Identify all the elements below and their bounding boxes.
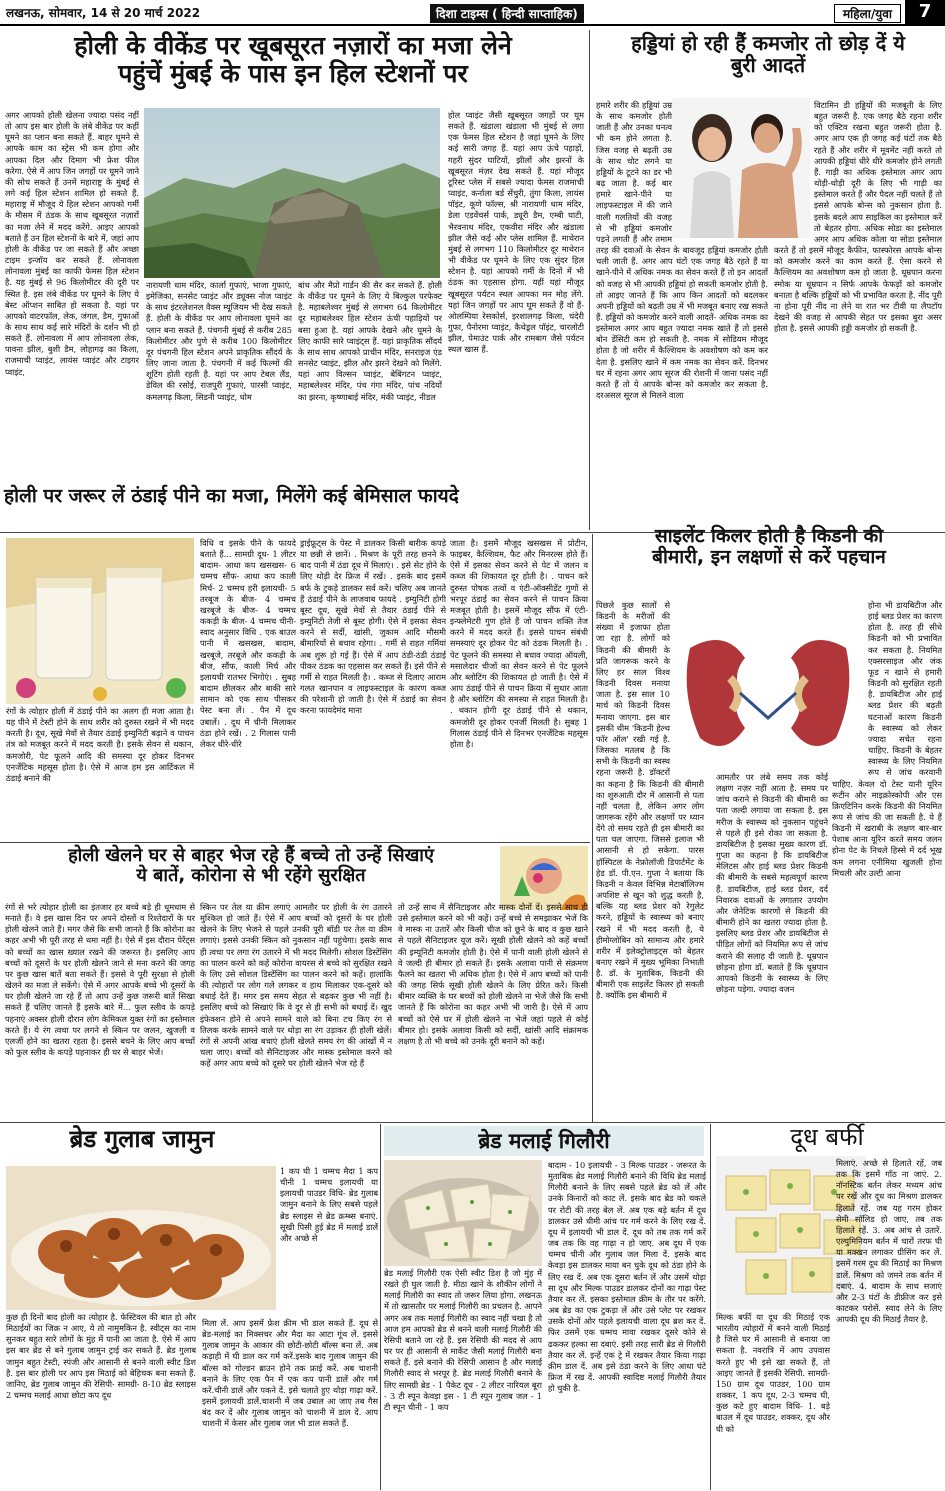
bones-column-1-text: हमारे शरीर की हड्डियां उम्र के साथ कमजोर होती जाती हैं और उनका घनत्व भी कम होने लगता है. जिस वजह से बढ़ती उम्र के साथ चोट लगने या हड्डियों के टूटने का डर भी बढ़ जाता है. कई बार हमारे खाने-पीने या लाइफस्टाइल में की जाने वाली गलतियों की वजह से भी हड्डियां कमजोर पड़ने लगती हैं और तमाम तरह की दवाओं के सेवन के बावजूद हड्डियां कमजोर होती चली जाती हैं. अगर आप घंटों एक जगह बैठे रहते हैं या खाने-पीने में अधिक नमक का सेवन करते हैं तो इन आदतों को वजह से भी आपकी हड्डियां हो सकती कमजोर होती है. तो आइए जानते हैं कि आप किन आदतों को बदलकर अपनी हड्डियों को बढ़ती उम्र में भी मजबूत बनाए रख सकते हैं. हड्डियों को कमजोर करने वाली आदतें- अधिक नमक का इस्तेमाल अगर आप बहुत ज्यादा नमक खाते हैं तो इससे बोन डेंसिटी कम हो सकती है. नमक में सोडियम मौजूद होता है जो शरीर में कैल्शियम के अवशोषण को कम कर देता है. इसलिए खाने में कम नमक का सेवन करें. दिनभर घर में रहना अगर आप सूरज की रोशनी में जाना पसंद नहीं करते हैं तो ये आपके बोन्स को कमजोर कर सकता है. दरअसल सूरज से मिलने वाला	[596, 100, 768, 401]
column-divider	[592, 534, 593, 1122]
bones-column-2	[774, 100, 942, 530]
barfi-column-1: मिल्क बर्फी या दूध की मिठाई एक भारतीय त्योहारों में बनने वाली मिठाई है जिसे घर में आसानी से बनाया जा सकता है. नवरात्रि में आप उपवास करते हुए भी इसे खा सकते हैं, तो आइए जानते हैं इसकी रेसिपी. सामग्री- 150 ग्राम दूध पाउडर, 100 ग्राम शक्कर, 1 कप दूध, 2-3 चम्मच घी, कुछ कटे हुए बादाम विधि- 1. बड़े बाउल में दूध पाउडर, शक्कर, दूध और घी को	[716, 1312, 830, 1434]
thandai-glasses-photo	[6, 538, 194, 704]
hill-column-3: बांध और मैप्रो गार्डन की सैर कर सकते हैं. होली के वीकेंड पर घूमने के लिए ये बिल्कुल परफेक्ट है. महाबलेश्वर मुंबई से लगभग 64 किलोमीटर दूर महाबलेश्वर हिल स्टेशन ऊंची पहाड़ियों पर बसा हुआ है. यहां आपके देखने और घूमने के लिए काफी सारे प्वाइंट्स हैं. यहां प्राकृतिक सौंदर्य के साथ साथ आपको प्राचीन मंदिर, सनराइज एंड सनसेट प्वाइंट, झील और झरने देखने को मिलेंगे. यहां आप विल्सन प्वाइंट, बेबिंगटन प्वाइंट, महाबलेश्वर मंदिर, पंच गंगा मंदिर, पांच नदियों का झरना, कृष्णाबाई मंदिर, मंकी प्वाइंट, नीडल	[298, 280, 442, 402]
bones-column-1	[596, 100, 768, 530]
gilori-headline-band	[384, 1126, 704, 1156]
gulab-column-3: मिला लें. आप इसमें फ्रेश क्रीम भी डाल सकते हैं. दूध से ब्रेड-मलाई का मिक्सचर और मैदा का आटा गूंथ लें. इससे गुलाब जामुन के आकार की छोटी-छोटी बॉल्स बना लें. अब कड़ाही में घी डाल कर गर्म करें.इसके बाद गुलाब जामुन की बॉल्स को गोल्डन ब्राउन होने तक फ्राई करें. अब चाशनी बनाने के लिए एक पैन में एक कप पानी डालें और गर्म करें.चीनी डालें और पकने दें. इसे चलाते हुए थोड़ा गाढ़ा करें. इसमें इलायची डालें.चाशनी में जब उबाल आ जाए तब गैस बंद कर दें और गुलाब जामुन को चाशनी में डाल दें. आप चाशनी में केसर और गुलाब जल भी डाल सकते हैं.	[202, 1318, 378, 1429]
bones-photo-spacer	[672, 100, 768, 242]
barfi-headline: दूध बर्फी	[790, 1123, 864, 1151]
hill-column-4: होल प्वाइंट जैसी खूबसूरत जगहों पर घूम सकते हैं. खंडाला खंडाला भी मुंबई से लगा एक फेमस हिल स्टेशन है जहां घूमने के लिए कई सारी जगह हैं. यहां आप ऊंचे पहाड़ों, गहरी सुंदर घाटियों, झीलों और झरनों के खूबसूरत मंज़र देख सकते हैं. यहां मौजूद टूरिस्ट प्लेस में सबसे ज्यादा फेमस राजमाची प्वाइंट, कर्नाला बर्ड सेंचुरी, तुंगा किला, लायंस पॉइंट, कूणे फॉल्स, श्री नारायणी धाम मंदिर, डेला एडवेंचर्स पार्क, ड्यूरी डैम, एम्बी घाटी, भैरवनाथ मंदिर, एकवीरा मंदिर और खंडाला झील जैसे कई और प्लेस शामिल हैं. माथेरान मुंबई से लगभग 110 किलोमीटर दूर माथेरान भी वीकेंड पर घूमने के लिए एक सुंदर हिल स्टेशन है. यहां आपको गर्मी के दिनों में भी ठंडक का एहसास होगा. यहीं यहां मौजूद खूबसूरत पर्यटन स्थल आपका मन मोह लेंगे. यहां जिन जगहों पर आप घूम सकते हैं वो हैं- ओलम्पिया रेसकोर्स, इरशालगढ़ किला, चंदेरी गुफा, पैनोरमा प्वाइंट, कैथेड्रल पॉइंट, चारलोटी झील, पेमाउंट पार्क और रामबाग जैसे पर्यटन स्थल खास हैं.	[448, 110, 584, 355]
gulab-headline: ब्रेड गुलाब जामुन	[69, 1125, 215, 1153]
section-label: महिला/युवा	[834, 4, 901, 23]
kids-column-2: स्किन पर तेल या क्रीम लगाएं आमतौर पर होली के रंग उतारने मुश्किल हो जाते हैं। ऐसे में आप बच्चों को दूसरों के घर होली खेलने के लिए भेजने से पहले उनकी पूरी बॉडी पर तेल या क्रीम लगाएं। इससे उनकी स्किन को नुकसान नहीं पहुंचेगा। इसके साथ ही त्वचा पर लगा रंग उतारने में भी मदद मिलेगी। सोशल डिस्टेंसिंग का पालन करने को कहें कोरोना वायरस से बच्चे को सुरक्षित रखने के लिए उसे सोशल डिस्टेंसिंग का पालन करने को कहें। हालांकि की त्योहारों पर लोग गले लगकर व हाथ मिलाकर एक-दूसरे को बधाई देते हैं। मगर इस समय सेहत से बढ़कर कुछ भी नहीं है। इसलिए बच्चे को सिखाएं कि वे दूर से ही सभी को बधाई दें। खुद इंफेक्शन होने से अपने सामने वाले को बिना टच किए रंग से तिलक करके सामने वाले पर थोड़ा सा रंग उड़ाकर ही होली खेलें। रंगों से अपनी आंख बचाएं होली खेलते समय रंग की आंखों में न चला जाए। बच्चों को सैनिटाइजर और मास्क इस्तेमाल करने को कहें अगर आप बच्चे को दूसरे घर होली खेलने भेज रहे हैं	[200, 902, 392, 1069]
kidney-column-2	[716, 600, 828, 1142]
paper-name: दिशा टाइम्स ( हिन्दी साप्ताहिक)	[430, 4, 584, 23]
kidney-headline-line1: साइलेंट किलर होती है किडनी की	[654, 525, 884, 547]
gilori-column-1: ब्रेड मलाई गिलौरी एक ऐसी स्वीट डिश है जो मुंह में रखते ही घुल जाती है. मीठा खाने के शौकीन लोगों ने मलाई गिलौरी का स्वाद तो जरूर लिया होगा. लखनऊ में तो खासतौर पर मलाई गिलौरी का प्रचलन है. आपने अगर अब तक मलाई गिलौरी का स्वाद नहीं चखा है तो आज हम आपको ब्रेड से बनने वाली मलाई गिलौरी की रेसिपी बताने जा रहे हैं. इस रेसिपी की मदद से आप घर पर ही आसानी से मार्केट जैसी मलाई गिलौरी बना सकते हैं. इसे बनाने की रेसिपी आसान है और मलाई गिलौरी स्वाद से भरपूर है. ब्रेड मलाई गिलौरी बनाने के लिए सामग्री ब्रेड - 1 पैकेट दूध - 2 लीटर नारियल बूरा - 3 टी स्पून केवड़ा इस - 1 टी स्पून गुलाब जल - 1 टी स्पून चीनी - 1 कप	[384, 1268, 542, 1412]
gulab-jamun-photo	[6, 1166, 276, 1310]
hill-station-photo	[144, 108, 440, 278]
thandai-column-3: जाता है। इसमें मौजूद खसखस में प्रोटीन, फाइबर, कैल्शियम, फैट और मिनरल्स होते हैं। ऐसे में इसका सेवन करने से पेट में जलन व कब्ज की शिकायत दूर होती है। . पाचन करे दुरुस्त पोषक तत्वों व एंटी-ऑक्सीडेंट गुणों से भरपूर ठंडाई का सेवन करने से पाचन क्रिया मजबूत होती है। इसमें मौजूद सौंफ में एंटी-इन्फ्लेमेटरी गुण होते हैं जो पाचन शक्ति तेज करने में मदद करते हैं। इससे पाचन संबंधी समस्याएं दूर होकर पेट को ठंडक मिलती है। . पेट फूलने की समस्या से बचाव ज्यादा ऑयली, मसालेदार चीजों का सेवन करने से पेट फूलने और ब्लोटिंग की शिकायत हो जाती है। ऐसे में आप ठंडाई पीने से पाचन क्रिया में सुधार आता है और ब्लोटिंग की समस्या से राहत मिलती है। . थकान होगी दूर ठंडाई पीने से थकान, कमजोरी दूर होकर एनर्जी मिलती है। सुबह 1 गिलास ठंडाई पीने से दिनभर एनर्जेटिक महसूस होता है।	[450, 538, 588, 749]
hill-headline	[4, 32, 582, 88]
kids-column-3: तो उन्हें साथ में सैनिटाइजर और मास्क दोनों दें। इससे साथ ही उसे इस्तेमाल करने को भी कहें। उन्हें बच्चे से समझाकर भेजें कि वे मास्क ना उतारें और किसी चीज को छूने के बाद व कुछ खाने से पहले सैनिटाइजर यूज करें। सूखी होली खेलने को कहें बच्चों की इम्यूनिटी कमजोर होती है। ऐसे में पानी वाली होली खेलने से वे जल्दी ही बीमार हो सकते हैं। इसके अलावा पानी से संक्रमण फैलने का खतरा भी अधिक होता है। ऐसे में आप बच्चों को पानी की जगह सिर्फ सूखी होली खेलने के लिए प्रेरित करें। किसी बीमार व्यक्ति के घर बच्चों को होली खेलने ना भेजें जैसे कि सभी जानते हैं कि कोरोना का कहर अभी भी जारी है। ऐसे में आप बच्चों को ऐसे घर में होली खेलने ना भेजें जहां पहले से कोई बीमार हो। इसके अलावा किसी को सर्दी, खांसी आदि संक्रामक लक्षण है तो भी बच्चे को उनके दूरी बनाने को कहें।	[398, 902, 588, 1046]
kidney-image-spacer-3	[832, 600, 868, 770]
hill-headline-line1: होली के वीकेंड पर खूबसूरत नज़ारों का मजा लेने	[74, 31, 512, 60]
hill-column-2: नारायणी धाम मंदिर, कार्ला गुफाएं, भाजा गुफाएं, इमेजिका, सनसेट प्वाइंट और ड्यूक्स नोज प्वाइंट के साथ इंटरलेशनल वैक्स म्यूजियम भी देख सकते हैं. होली के वीकेंड पर आप लोनावला घूमने का प्लान बना सकते हैं. पंचगनी मुंबई से करीब 285 किलोमीटर और पुणे से करीब 100 किलोमीटर दूर पंचगनी हिल स्टेशन अपने प्राकृतिक सौंदर्य के लिए जाना जाता है. पंचगनी में कई फिल्मों की शूटिंग होती रहती है. यहां पर आप टेबल लैंड, डेविल की रसोई, राजपुरी गुफाएं, पारसी प्वाइंट, कमलगढ़ किला, सिडनी प्वाइंट, धोम	[146, 280, 292, 402]
kidney-image-spacer-1	[670, 600, 704, 770]
bones-headline	[594, 32, 942, 77]
gilori-headline: ब्रेड मलाई गिलौरी	[478, 1129, 610, 1153]
child-colour-photo	[500, 846, 588, 910]
kids-column-1: रंगों से भरे त्योहार होली का इंतजार हर बच्चे बड़े ही धूमधाम से मनाते हैं। वे इस खास दिन पर अपने दोस्तों व रिश्तेदारों के घर होली खेलने जाते हैं। मगर जैसे कि सभी जानते हैं कि कोरोना का कहर अभी भी पूरी तरह से थमा नहीं है। ऐसे में इस दौरान पेरेंट्स को बच्चों का खास ख्याल रखने की जरूरत है। इसलिए आप बच्चों को दूसरों के घर होली खेलने जाने से मना करने की जगह पर कुछ खास बातें बता सकते हैं। इससे वे पूरी सुरक्षा से होली खेलने का मजा ले सकेंगे। ऐसे में अगर आपके बच्चे भी दूसरों के घर होली खेलने जा रहे हैं तो आप उन्हें कुछ जरूरी बातें सिखा सकते हैं चलिए जानते हैं इसके बारे में... फुल स्लीव के कपड़े पहनाएं अक्सर होली दौरान लोग केमिकल युक्त रंगों का इस्तेमाल करते हैं। ये रंग त्वचा पर लगने से स्किन पर जलन, खुजली व एलर्जी होने का खतरा रहता है। इससे बचने के लिए आप बच्चों को फुल स्लीव के कपड़े पहनाकर ही घर से बाहर भेजें।	[5, 902, 195, 1058]
kidney-headline-line2: बीमारी, इन लक्षणों से करें पहचान	[652, 546, 886, 569]
section-divider	[0, 842, 590, 843]
kidney-headline	[596, 526, 942, 569]
gulab-column-1: कुछ ही दिनों बाद होली का त्योहार है. फेस्टिवल की बात हो और मिठाईयों का जिक्र न आए, ये तो नामुमकिन है. स्वीट्स का नाम सुनकर बहुत सारे लोगों के मुंह में पानी आ जाता है. ऐसे में आप इस बार ब्रेड से बने गुलाब जामुन ट्राई कर सकते हैं. ब्रेड गुलाब जामुन बहुत टेस्टी, स्पंजी और आसानी से बनने वाली स्वीट डिश है. इस बार होली पर आप इस मिठाई को बेहिचक बना सकते हैं. जानिए, ब्रेड गुलाब जामुन की रेसिपी- सामग्री- 8-10 ब्रेड स्लाइस 2 चम्मच मलाई आधा छोटा कप दूध	[6, 1312, 196, 1401]
hill-headline-line2: पहुंचें मुंबई के पास इन हिल स्टेशनों पर	[118, 59, 468, 88]
kids-headline-line1: होली खेलने घर से बाहर भेज रहे हैं बच्चे तो उन्हें सिखाएं	[68, 845, 434, 866]
gilori-column-2: बादाम - 10 इलायची - 3 मिल्क पाउडर - जरूरत के मुताबिक ब्रेड मलाई गिलौरी बनाने की विधि ब्रेड मलाई गिलौरी बनाने के लिए सबसे पहले ब्रेड को लें और उनके किनारों को काट लें. इसके बाद ब्रेड को चकले पर रोटी की तरह बेल लें. अब एक बड़े बर्तन में दूध डालकर उसे धीमी आंच पर गर्म करने के लिए रख दें. दूध में इलायची भी डाल दें. दूध को तब तक गर्म करें जब तक कि वह गाढ़ा न हो जाए. अब दूध में एक चम्मच चीनी और गुलाब जल मिला दें. इसके बाद केवड़ा इस डालकर माया बन चुके दूध को ठंडा होने के लिए रख दें. अब एक दूसरा बर्तन लें और उसमें थोड़ा सा दूध और मिल्क पाउडर डालकर दोनों का गाढ़ा पेस्ट तैयार कर लें. इसका इस्तेमाल क्रीम के तौर पर करेंगे. अब ब्रेड का एक टुकड़ा लें और उसे प्लेट पर रखकर उसके दोनों ओर पहले इलायची वाला दूध ब्रश कर दें. फिर उसमें एक चम्मच मावा रखकर दूसरे कोने से ढककर हल्का सा दबाएं. इसी तरह सारी ब्रेड से गिलौरी तैयार कर लें. इन्हें एक ट्रे में रखकर तैयार किया गाढ़ा क्रीम डाल दें. अब इसे ठंडा करने के लिए आधा घंटे फ्रिज में रख दें. आपकी स्वादिष्ट मलाई गिलौरी तैयार हो चुकी है.	[548, 1160, 706, 1394]
thandai-column-2: ड्राईफ्रूट्स के पेस्ट में डालकर किसी बारीक कपड़े या छन्नी से छानें। . मिश्रण के पूरी तरह छनने के बाद पानी में ठंडा दूध में मिलाएं। . इसे सेट होने के लिए थोड़ी देर फ्रिज में रखें। . इसके बाद इसमें बर्फ के टुकड़े डालकर सर्व करें। चलिए अब जानते हैं ठंडाई पीने के लाजवाब फायदे . इम्युनिटी होगी बूस्ट दूध, सूखे मेवों से तैयार ठंडाई पीने से इम्युनिटी तेजी से बूस्ट होगी। ऐसे में इसका सेवन करने से सर्दी, खांसी, जुकाम आदि मौसमी बीमारियों से बचाव रहेगा। . गर्मी से राहत गर्मियां अब शुरू हो गई हैं। ऐसे में आप ठंडी-ठंडी ठंडाई पीकर ठंडक का एहसास कर सकते हैं। इसे पीने से गर्मी से राहत मिलती है। . कब्ज से दिलाए आराम गलत खानपान व लाइफस्टाइल के कारण कब्ज की परेशानी हो जाती है। ऐसे में ठंडाई का सेवन करना फायदेमंद माना	[300, 538, 446, 716]
kids-headline	[4, 846, 498, 886]
kidney-column-3-text: होना भी डायबिटीज और हाई ब्लड प्रेशर का कारण होता है. तरह ही सीधे किडनी को भी प्रभावित कर सकता है. नियमित एक्सरसाइज और जंक फूड न खाने से हमारी किडनी को सुरक्षित रहती है. डायबिटीज और हाई ब्लड प्रेशर की बढ़ती घटनाओं कारण किडनी के स्वास्थ्य को लेकर ज्यादा सचेत रहना चाहिए. किडनी के बेहतर स्वास्थ्य के लिए नियमित रूप से जांच करवानी चाहिए. केवल दो टेस्ट यानी यूरिन रूटीन और माइक्रोस्कोपी और एस क्रिएटिनिन करके किडनी की नियमित रूप से जांच की जा सकती है. ये हैं किडनी में खराबी के लक्षण बार-बार पेशाब आना यूरिन करते समय जलन होना पेट के निचले हिस्से में दर्द भूख कम लगना एनीमिया खुजली होना मिचली और उल्टी आना	[832, 600, 942, 878]
masthead	[0, 0, 945, 26]
hill-column-1: अगर आपको होली खेलना ज्यादा पसंद नहीं तो आप इस बार होली के लंबे वीकेंड पर कहीं घूमने का प्लान बना सकते हैं. बाहर घूमने से आपके काम का स्ट्रेस भी कम होगा और आपका दिल और दिमाग भी फ्रेश फील करेगा. ऐसे में आप जिन जगहों पर घूमने जाने की सोच सकते हैं उनमें महाराष्ट्र के मुंबई से लगे कई हिल स्टेशन शामिल हो सकते हैं. महाराष्ट्र में मौजूद ये हिल स्टेशन आपको गर्मी के मौसम में ठंडक के साथ खूबसूरत नज़ारों का मजा लेने में मदद करेंगे. आइए आपको बताते हैं उन हिल स्टेशनों के बारे में, जहां आप होली के वीकेंड पर जा सकते हैं और अच्छा टाइम इन्जॉय कर सकते हैं. लोनावला लोनावला मुंबई का काफी फेमस हिल स्टेशन है. यह मुंबई से 96 किलोमीटर की दूरी पर स्थित है. इस लंबे वीकेंड पर घूमने के लिए ये बेस्ट ऑप्शन साबित हो सकता है. यहां पर आपको वाटरफॉल, लेक, जंगल, डैम, गुफाओं के साथ साथ कई सारे मंदिरों के दर्शन भी हो सकते हैं. लोनावला में आप लोनावला लेक, पावना झील, बुशी डैम, लोहागढ़ का किला, राजमाची प्वाइंट, लायंस प्वाइंट और टाइगर प्वाइंट,	[5, 110, 139, 377]
kidney-column-1-text: पिछले कुछ सालों से किडनी के मरीजों की संख्या में इजाफा होता जा रहा है. लोगों को किडनी की बीमारी के प्रति जागरूक करने के लिए हर साल विश्व किडनी दिवस मनाया जाता है. इस साल 10 मार्च को किडनी दिवस मनाया जाएगा. इस बार इसकी थीम 'किडनी हेल्थ फॉर ऑल' रखी गई है. जिसका मतलब है कि सभी के किडनी का स्वस्थ रहना जरूरी है. डॉक्टरों का कहना है कि किडनी की बीमारी का शुरुआती दौर में आसानी से पता नहीं चलता है, लेकिन अगर लोग जागरूक रहेंगे और लक्षणों पर ध्यान देंगे तो समय रहते ही इस बीमारी का पता चल जाएगा. जिससे इलाज भी आसानी से हो सकेगा. पारस हॉस्पिटल के नेफ्रोलॉजी डिपार्टमेंट के हेड डॉ. पी.एन. गुप्ता ने बताया कि किडनी न केवल विभिन्न मेटाबॉलिज्म अपशिष्ट से खून को शुद्ध करती है, बल्कि यह ब्लड प्रेशर को रेगुलेट करने, हड्डियों के स्वास्थ्य को बनाए रखने में भी मदद करती है, ये हीमोग्लोबिन को सामान्य और हमारे शरीर में इलेक्ट्रोलाइट्स को बेहतर बनाए रखने में मुख्य भूमिका निभाती है. डॉ. के मुताबिक, किडनी की बीमारी एक साइलेंट किलर हो सकती है. क्योंकि इस बीमारी में	[596, 600, 704, 1001]
kids-headline-line2: ये बातें, कोरोना से भी रहेंगे सुरक्षित	[136, 865, 366, 887]
malai-gilori-photo	[384, 1160, 542, 1266]
kidney-image-spacer-2	[716, 600, 828, 772]
bones-headline-line2: बुरी आदतें	[730, 53, 806, 78]
gulab-column-2: 1 कप घी 1 चम्मच मैदा 1 कप चीनी 1 चम्मच इलायची या इलायची पाउडर विधि- ब्रेड गुलाब जामुन बनाने के लिए सबसे पहले ब्रेड स्लाइस से ब्रेड क्रम्ब्स बनाएं. सूखी पिसी हुई ब्रेड में मलाई डालें और अच्छे से	[280, 1166, 378, 1243]
kidney-column-3	[832, 600, 942, 1142]
dateline: लखनऊ, सोमवार, 14 से 20 मार्च 2022	[6, 6, 201, 20]
column-divider	[380, 1124, 381, 1490]
barfi-column-2-text: मिलाएं. अच्छे से हिलाते रहें, जब तक कि इसमें गाँठ ना जाएं. 2. नॉनस्टिक बर्तन लेकर मध्यम आंच पर रखें और दूध का मिश्रण डालकर हिलाते रहें. जब यह गरम होकर सेमी सॉलिड हो जाए, तब तक हिलाते रहें. 3. अब आंच से उतारें. एल्युमिनियम बर्तन में चारों तरफ घी या मक्खन लगाकर ग्रीसिंग कर लें. इसमें गरम दूध की मिठाई का मिश्रण डालें. मिश्रण को जमने तक बर्तन में दबाएं. 4. बादाम के साथ सजाएं और 2-3 घंटों के डीफ्रीज कर इसे काटकर परोसें. स्वाद लेने के लिए आपकी दूध की मिठाई तैयार है.	[836, 1158, 942, 1325]
page-number: 7	[905, 0, 945, 24]
bones-headline-line1: हड्डियां हो रही हैं कमजोर तो छोड़ दें ये	[631, 31, 905, 55]
column-divider	[589, 30, 590, 530]
thandai-headline: होली पर जरूर लें ठंडाई पीने का मजा, मिलेंगे कई बेमिसाल फायदे	[4, 485, 459, 507]
barfi-column-2	[836, 1158, 942, 1488]
column-divider	[710, 1124, 711, 1490]
thandai-column-1: विधि व इसके पीने के फायदे बताते हैं... सामग्री दूध- 1 लीटर बादाम- आधा कप खसखस- 6 चम्मच सौंफ- आधा कप काली मिर्च- 2 चम्मच हरी इलायची- 5 तरबूज के बीज- 4 चम्मच खरबूजे के बीज- 4 चम्मच ककड़ी के बीज- 4 चम्मच चीनी- स्वाद अनुसार विधि . एक बाउल पानी में खसखस, बादाम, खरबूजे, तरबूजे और ककड़ी के बीज, सौंफ, काली मिर्च और इलायची रातभर भिगोएं। . सुबह बादाम छीलकर और बाकी सारे सामान को एक साथ पीसकर पेस्ट बना लें। . पैन में दूध उबालें। . दूध में चीनी मिलाकर ठंडा होने रखें। . 2 गिलास पानी लेकर धीरे-धीरे	[200, 538, 296, 749]
bones-photo-spacer-2	[774, 100, 814, 238]
bones-column-2-text: विटामिन डी हड्डियों की मजबूती के लिए बहुत जरूरी है. एक जगह बैठे रहना शरीर को एक्टिव रखना बहुत जरूरी होता है. अगर आप एक ही जगह कई घंटों तक बैठे रहते हैं और शरीर में मूवमेंट नहीं करते तो आपकी हड्डियां धीरे धीरे कमजोर होने लगती हैं. गाड़ी का अधिक इस्तेमाल अगर आप थोड़ी-थोड़ी दूरी के लिए भी गाड़ी का इस्तेमाल करते हैं और पैदल नहीं चलते हैं तो इससे आपके बोन्स को नुकसान होता है. इसके बदले आप साइकिल का इस्तेमाल करें तो बेहतर होगा. अधिक सोडा का इस्तेमाल अगर आप अधिक कोला या सोडा इस्तेमाल करते हैं तो इसमें मौजूद कैफीन, फास्फोरस आपके बोन्स को कमजोर करने का काम करते हैं. ऐसा करने से कैल्शियम का अवशोषण कम हो जाता है. धूम्रपान करना स्मोक या धूम्रपान न सिर्फ आपके फेफड़ों को कमजोर बनाता है बल्कि हड्डियों को भी प्रभावित करता है. नींद पूरी ना होना पूरी नींद ना लेने या रात भर टीवी या लैपटॉप देखने की वजह से आपकी सेहत पर इसका बुरा असर होता है. इससे आपकी हड्डी कमजोर हो सकती है.	[774, 100, 942, 334]
kidney-column-1	[596, 600, 704, 1142]
thandai-intro: रंगों के त्योहार होली में ठंडाई पीने का अलग ही मजा आता है। यह पीने में टेस्टी होने के साथ शरीर को दुरुस्त रखने में भी मदद करती है। दूध, सूखे मेवों से तैयार ठंडाई इम्युनिटी बढ़ाने व पाचन तंत्र को मजबूत करने में मदद करती है। इसके सेवन से थकान, कमजोरी, पेट फूलने आदि की समस्या दूर होकर दिनभर एनर्जेटिक महसूस होता है। ऐसे में आज हम इस आर्टिकल में ठंडाई बनाने की	[6, 706, 194, 783]
kidney-column-2-text: आमतौर पर लंबे समय तक कोई लक्षण नज़र नहीं आता है. समय पर जांच कराने से किडनी की बीमारी का पता जल्दी लगाया जा सकता है. इस मरीज के स्वास्थ्य को नुकसान पहुंचने से पहले ही इसे रोका जा सकता है. डायबिटीज है इसका मुख्य कारण डॉ. गुप्ता का कहना है कि डायबिटीज मेलिटस और हाई ब्लड प्रेशर किडनी की बीमारी के सबसे महत्वपूर्ण कारण हैं. डायबिटीज, हाई ब्लड प्रेशर, दर्द निवारक दवाओं के लगातार उपयोग और जेनेटिक कारणों से किडनी की बीमारी होने का खतरा ज्यादा होता है. इसलिए ब्लड प्रेशर और डायबिटीज से पीड़ित लोगों को नियमित रूप से जांच कराने की सलाह दी जाती है. धूम्रपान छोड़ना होगा डॉ. बताते हैं कि धूम्रपान आपको किडनी के स्वास्थ्य के लिए छोड़ना पड़ेगा. ज्यादा वजन	[716, 772, 828, 994]
